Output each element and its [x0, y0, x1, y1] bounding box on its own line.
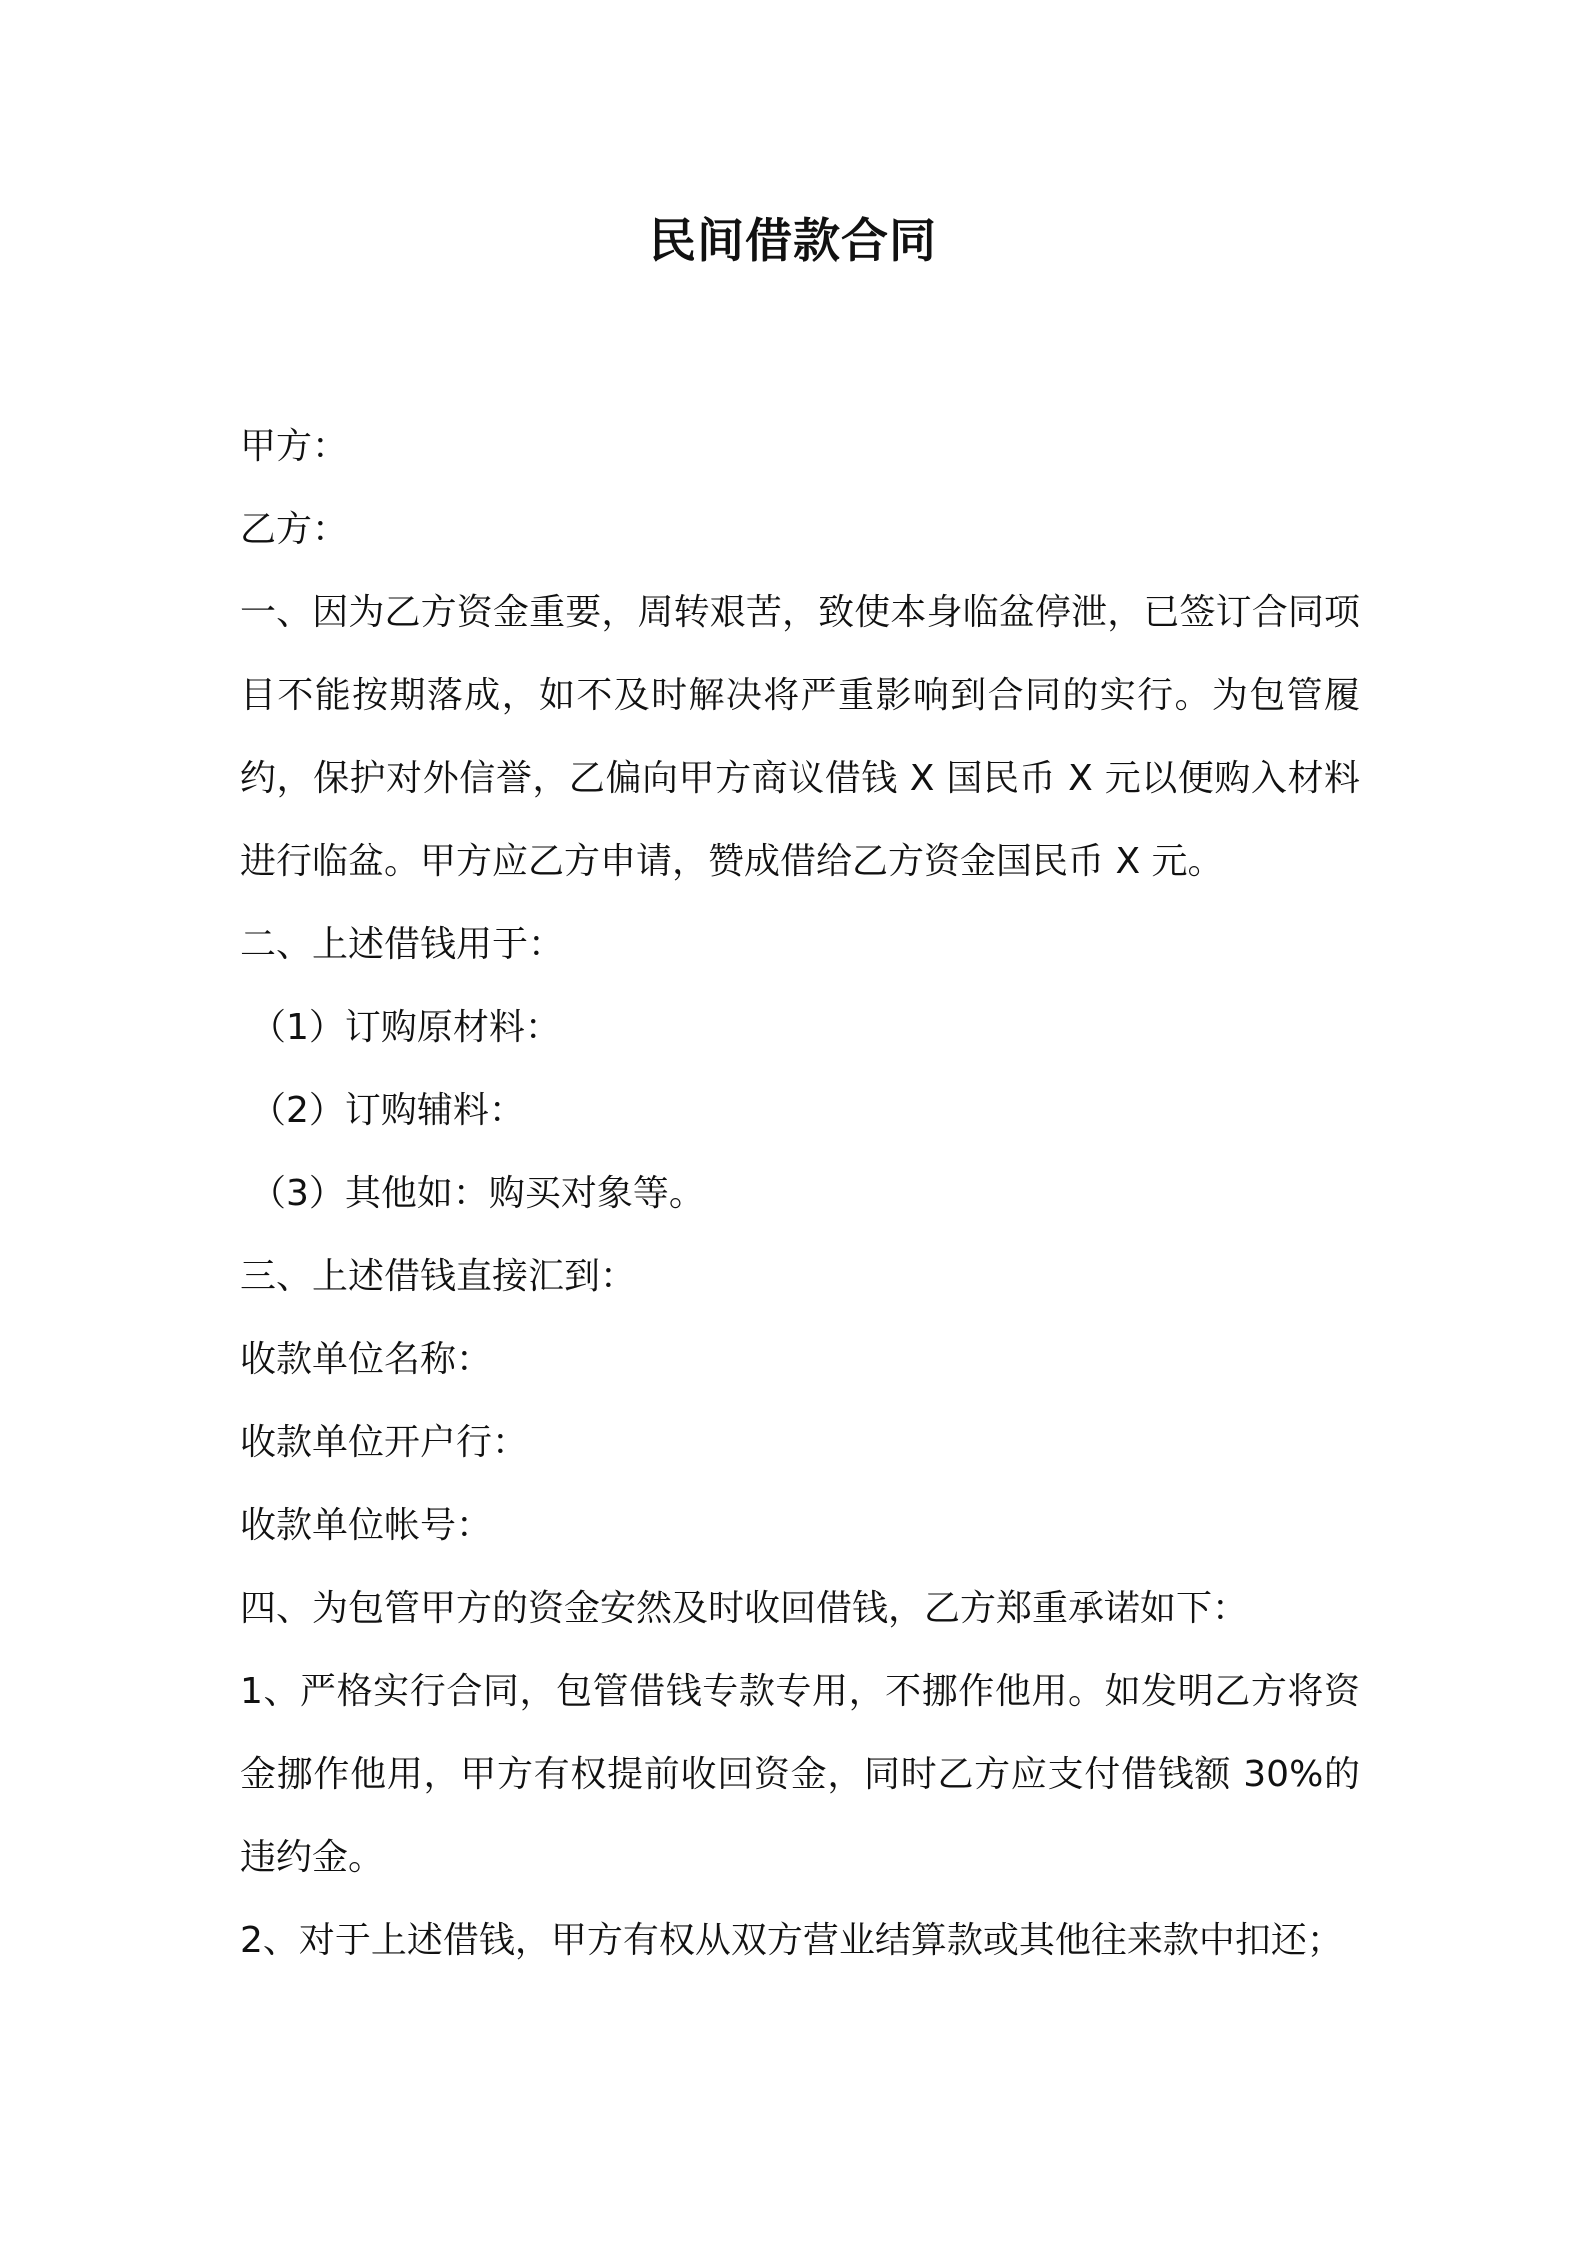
clause-2-item-1: （1）订购原材料： — [250, 1007, 561, 1048]
clause-2-item-3: （3）其他如：购买对象等。 — [250, 1173, 705, 1214]
payee-name-line: 收款单位名称： — [240, 1339, 493, 1380]
party-b-line: 乙方： — [240, 509, 349, 550]
clause-1-paragraph: 一、因为乙方资金重要，周转艰苦，致使本身临盆停泄，已签订合同项目不能按期落成，如不及时解决将严重影响到合同的实行。为包管履约，保护对外信誉，乙偏向甲方商议借钱 X 国民币 X 元以便购入材料进行临盆。甲方应乙方申请，赞成借给乙方资金国民币 X 元。 — [240, 592, 1360, 882]
document-body — [240, 405, 1360, 1982]
party-a-line: 甲方： — [240, 426, 349, 467]
clause-4-item-2: 2、对于上述借钱，甲方有权从双方营业结算款或其他往来款中扣还； — [240, 1920, 1343, 1961]
clause-4-heading: 四、为包管甲方的资金安然及时收回借钱，乙方郑重承诺如下： — [240, 1588, 1249, 1629]
clause-3-heading: 三、上述借钱直接汇到： — [240, 1256, 637, 1297]
payee-account-line: 收款单位帐号： — [240, 1505, 493, 1546]
clause-2-heading: 二、上述借钱用于： — [240, 924, 565, 965]
clause-4-item-1: 1、严格实行合同，包管借钱专款专用，不挪作他用。如发明乙方将资金挪作他用，甲方有权提前收回资金，同时乙方应支付借钱额 30%的违约金。 — [240, 1671, 1360, 1878]
clause-2-item-2: （2）订购辅料： — [250, 1090, 525, 1131]
payee-bank-line: 收款单位开户行： — [240, 1422, 529, 1463]
document-title: 民间借款合同 — [649, 214, 937, 269]
